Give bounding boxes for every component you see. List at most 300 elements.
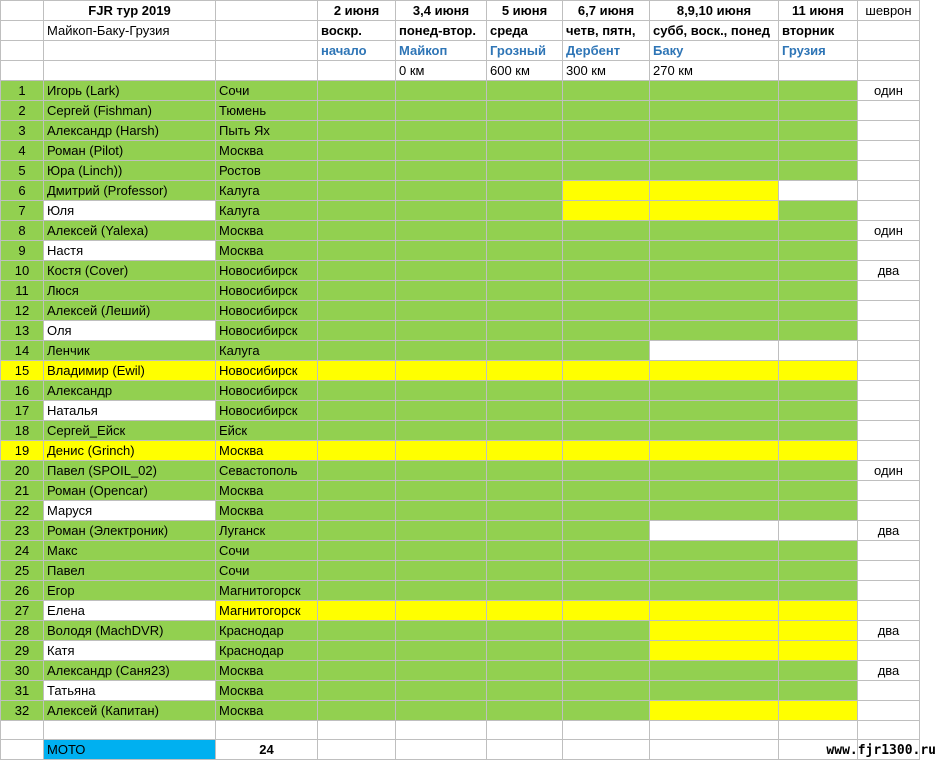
stop-city-cell[interactable]: Грузия (779, 41, 858, 61)
schedule-cell[interactable] (563, 81, 650, 101)
row-number-cell[interactable]: 2 (1, 101, 44, 121)
chevron-cell[interactable] (858, 161, 920, 181)
row-number-cell[interactable]: 9 (1, 241, 44, 261)
schedule-cell[interactable] (396, 541, 487, 561)
schedule-cell[interactable] (563, 261, 650, 281)
schedule-cell[interactable] (779, 641, 858, 661)
schedule-cell[interactable] (318, 501, 396, 521)
schedule-cell[interactable] (779, 341, 858, 361)
participant-city-cell[interactable]: Калуга (216, 341, 318, 361)
schedule-cell[interactable] (396, 301, 487, 321)
schedule-cell[interactable] (779, 221, 858, 241)
participant-name-cell[interactable]: Дмитрий (Professor) (44, 181, 216, 201)
schedule-cell[interactable] (396, 381, 487, 401)
row-number-cell[interactable]: 18 (1, 421, 44, 441)
participant-city-cell[interactable]: Тюмень (216, 101, 318, 121)
schedule-cell[interactable] (318, 461, 396, 481)
chevron-cell[interactable] (858, 601, 920, 621)
row-number-cell[interactable]: 22 (1, 501, 44, 521)
schedule-cell[interactable] (487, 181, 563, 201)
cell[interactable] (779, 721, 858, 740)
row-number-cell[interactable]: 13 (1, 321, 44, 341)
distance-cell[interactable]: 270 км (650, 61, 779, 81)
participant-name-cell[interactable]: Настя (44, 241, 216, 261)
schedule-cell[interactable] (779, 441, 858, 461)
schedule-cell[interactable] (779, 481, 858, 501)
schedule-cell[interactable] (318, 521, 396, 541)
participant-city-cell[interactable]: Луганск (216, 521, 318, 541)
schedule-cell[interactable] (318, 441, 396, 461)
schedule-cell[interactable] (779, 261, 858, 281)
schedule-cell[interactable] (650, 581, 779, 601)
schedule-cell[interactable] (396, 421, 487, 441)
schedule-cell[interactable] (650, 441, 779, 461)
schedule-cell[interactable] (563, 301, 650, 321)
schedule-cell[interactable] (318, 141, 396, 161)
schedule-cell[interactable] (396, 281, 487, 301)
schedule-cell[interactable] (779, 321, 858, 341)
schedule-cell[interactable] (487, 521, 563, 541)
day-cell[interactable]: среда (487, 21, 563, 41)
schedule-cell[interactable] (563, 361, 650, 381)
participant-name-cell[interactable]: Володя (MachDVR) (44, 621, 216, 641)
participant-name-cell[interactable]: Татьяна (44, 681, 216, 701)
participant-name-cell[interactable]: Павел (44, 561, 216, 581)
schedule-cell[interactable] (779, 601, 858, 621)
schedule-cell[interactable] (563, 201, 650, 221)
schedule-cell[interactable] (318, 321, 396, 341)
cell[interactable] (1, 1, 44, 21)
schedule-cell[interactable] (318, 161, 396, 181)
schedule-cell[interactable] (318, 481, 396, 501)
schedule-cell[interactable] (650, 421, 779, 441)
schedule-cell[interactable] (650, 561, 779, 581)
schedule-cell[interactable] (487, 201, 563, 221)
row-number-cell[interactable]: 5 (1, 161, 44, 181)
schedule-cell[interactable] (650, 321, 779, 341)
schedule-cell[interactable] (396, 661, 487, 681)
day-cell[interactable]: четв, пятн, (563, 21, 650, 41)
row-number-cell[interactable]: 25 (1, 561, 44, 581)
row-number-cell[interactable]: 26 (1, 581, 44, 601)
schedule-cell[interactable] (563, 381, 650, 401)
schedule-cell[interactable] (487, 661, 563, 681)
participant-city-cell[interactable]: Ейск (216, 421, 318, 441)
schedule-cell[interactable] (650, 501, 779, 521)
chevron-cell[interactable] (858, 701, 920, 721)
participant-city-cell[interactable]: Сочи (216, 541, 318, 561)
schedule-cell[interactable] (650, 181, 779, 201)
schedule-cell[interactable] (318, 261, 396, 281)
schedule-cell[interactable] (487, 461, 563, 481)
chevron-header[interactable]: шеврон (858, 1, 920, 21)
schedule-cell[interactable] (396, 581, 487, 601)
chevron-cell[interactable] (858, 341, 920, 361)
schedule-cell[interactable] (779, 621, 858, 641)
schedule-cell[interactable] (779, 161, 858, 181)
schedule-cell[interactable] (318, 421, 396, 441)
schedule-cell[interactable] (650, 341, 779, 361)
participant-name-cell[interactable]: Люся (44, 281, 216, 301)
participant-city-cell[interactable]: Сочи (216, 561, 318, 581)
schedule-cell[interactable] (318, 661, 396, 681)
schedule-cell[interactable] (318, 641, 396, 661)
chevron-cell[interactable] (858, 241, 920, 261)
schedule-cell[interactable] (650, 621, 779, 641)
schedule-cell[interactable] (396, 141, 487, 161)
schedule-cell[interactable] (563, 241, 650, 261)
schedule-cell[interactable] (396, 321, 487, 341)
participant-name-cell[interactable]: Алексей (Капитан) (44, 701, 216, 721)
participant-name-cell[interactable]: Егор (44, 581, 216, 601)
participant-city-cell[interactable]: Москва (216, 241, 318, 261)
schedule-cell[interactable] (396, 461, 487, 481)
schedule-cell[interactable] (563, 621, 650, 641)
cell[interactable] (650, 740, 779, 760)
cell[interactable] (216, 21, 318, 41)
schedule-cell[interactable] (650, 101, 779, 121)
row-number-cell[interactable]: 32 (1, 701, 44, 721)
schedule-cell[interactable] (487, 101, 563, 121)
row-number-cell[interactable]: 16 (1, 381, 44, 401)
schedule-cell[interactable] (487, 541, 563, 561)
cell[interactable] (318, 740, 396, 760)
schedule-cell[interactable] (779, 141, 858, 161)
cell[interactable] (1, 61, 44, 81)
schedule-cell[interactable] (318, 561, 396, 581)
schedule-cell[interactable] (563, 641, 650, 661)
participant-city-cell[interactable]: Пыть Ях (216, 121, 318, 141)
moto-label-cell[interactable]: МОТО (44, 740, 216, 760)
schedule-cell[interactable] (396, 681, 487, 701)
participant-city-cell[interactable]: Москва (216, 221, 318, 241)
participant-city-cell[interactable]: Новосибирск (216, 361, 318, 381)
schedule-cell[interactable] (396, 361, 487, 381)
schedule-cell[interactable] (318, 601, 396, 621)
schedule-cell[interactable] (318, 201, 396, 221)
schedule-cell[interactable] (487, 81, 563, 101)
chevron-cell[interactable]: два (858, 661, 920, 681)
participant-name-cell[interactable]: Владимир (Ewil) (44, 361, 216, 381)
schedule-cell[interactable] (396, 181, 487, 201)
schedule-cell[interactable] (318, 221, 396, 241)
schedule-cell[interactable] (487, 581, 563, 601)
schedule-cell[interactable] (487, 681, 563, 701)
schedule-cell[interactable] (563, 121, 650, 141)
schedule-cell[interactable] (563, 321, 650, 341)
day-cell[interactable]: понед-втор. (396, 21, 487, 41)
schedule-cell[interactable] (779, 661, 858, 681)
participant-city-cell[interactable]: Москва (216, 481, 318, 501)
cell[interactable] (563, 721, 650, 740)
schedule-cell[interactable] (396, 401, 487, 421)
chevron-cell[interactable]: два (858, 621, 920, 641)
participant-name-cell[interactable]: Юра (Linch)) (44, 161, 216, 181)
schedule-cell[interactable] (779, 381, 858, 401)
cell[interactable] (216, 61, 318, 81)
schedule-cell[interactable] (563, 501, 650, 521)
participant-city-cell[interactable]: Новосибирск (216, 321, 318, 341)
participant-city-cell[interactable]: Москва (216, 141, 318, 161)
participant-name-cell[interactable]: Оля (44, 321, 216, 341)
schedule-cell[interactable] (779, 541, 858, 561)
schedule-cell[interactable] (487, 621, 563, 641)
schedule-cell[interactable] (396, 241, 487, 261)
schedule-cell[interactable] (563, 181, 650, 201)
cell[interactable] (44, 41, 216, 61)
schedule-cell[interactable] (318, 541, 396, 561)
row-number-cell[interactable]: 8 (1, 221, 44, 241)
stop-city-cell[interactable]: Грозный (487, 41, 563, 61)
schedule-cell[interactable] (779, 701, 858, 721)
row-number-cell[interactable]: 3 (1, 121, 44, 141)
date-cell[interactable]: 11 июня (779, 1, 858, 21)
row-number-cell[interactable]: 24 (1, 541, 44, 561)
schedule-cell[interactable] (487, 501, 563, 521)
moto-count-cell[interactable]: 24 (216, 740, 318, 760)
schedule-cell[interactable] (487, 301, 563, 321)
schedule-cell[interactable] (650, 161, 779, 181)
participant-city-cell[interactable]: Москва (216, 661, 318, 681)
chevron-cell[interactable] (858, 301, 920, 321)
date-cell[interactable]: 2 июня (318, 1, 396, 21)
schedule-cell[interactable] (318, 701, 396, 721)
participant-city-cell[interactable]: Москва (216, 701, 318, 721)
participant-name-cell[interactable]: Елена (44, 601, 216, 621)
row-number-cell[interactable]: 20 (1, 461, 44, 481)
row-number-cell[interactable]: 19 (1, 441, 44, 461)
participant-name-cell[interactable]: Роман (Pilot) (44, 141, 216, 161)
schedule-cell[interactable] (396, 621, 487, 641)
schedule-cell[interactable] (650, 221, 779, 241)
schedule-cell[interactable] (318, 681, 396, 701)
row-number-cell[interactable]: 4 (1, 141, 44, 161)
schedule-cell[interactable] (650, 81, 779, 101)
schedule-cell[interactable] (779, 681, 858, 701)
schedule-cell[interactable] (779, 401, 858, 421)
schedule-cell[interactable] (487, 361, 563, 381)
schedule-cell[interactable] (487, 121, 563, 141)
schedule-cell[interactable] (779, 581, 858, 601)
schedule-cell[interactable] (487, 281, 563, 301)
participant-name-cell[interactable]: Александр (44, 381, 216, 401)
cell[interactable] (216, 41, 318, 61)
participant-city-cell[interactable]: Новосибирск (216, 281, 318, 301)
participant-city-cell[interactable]: Москва (216, 441, 318, 461)
schedule-cell[interactable] (396, 261, 487, 281)
schedule-cell[interactable] (318, 241, 396, 261)
schedule-cell[interactable] (396, 441, 487, 461)
participant-name-cell[interactable]: Алексей (Леший) (44, 301, 216, 321)
schedule-cell[interactable] (563, 581, 650, 601)
schedule-cell[interactable] (396, 481, 487, 501)
schedule-cell[interactable] (487, 481, 563, 501)
schedule-cell[interactable] (487, 161, 563, 181)
participant-name-cell[interactable]: Макс (44, 541, 216, 561)
schedule-cell[interactable] (396, 201, 487, 221)
participant-city-cell[interactable]: Новосибирск (216, 261, 318, 281)
participant-name-cell[interactable]: Роман (Opencar) (44, 481, 216, 501)
schedule-cell[interactable] (318, 361, 396, 381)
chevron-cell[interactable] (858, 381, 920, 401)
schedule-cell[interactable] (779, 81, 858, 101)
stop-city-cell[interactable]: Майкоп (396, 41, 487, 61)
participant-city-cell[interactable]: Калуга (216, 201, 318, 221)
distance-cell[interactable]: 300 км (563, 61, 650, 81)
schedule-cell[interactable] (563, 401, 650, 421)
stop-city-cell[interactable]: Дербент (563, 41, 650, 61)
participant-name-cell[interactable]: Роман (Электроник) (44, 521, 216, 541)
cell[interactable] (396, 740, 487, 760)
chevron-cell[interactable]: один (858, 221, 920, 241)
row-number-cell[interactable]: 23 (1, 521, 44, 541)
date-cell[interactable]: 6,7 июня (563, 1, 650, 21)
cell[interactable] (858, 21, 920, 41)
schedule-cell[interactable] (563, 521, 650, 541)
schedule-cell[interactable] (487, 641, 563, 661)
schedule-cell[interactable] (650, 541, 779, 561)
schedule-cell[interactable] (318, 301, 396, 321)
participant-name-cell[interactable]: Александр (Саня23) (44, 661, 216, 681)
route-cell[interactable]: Майкоп-Баку-Грузия (44, 21, 216, 41)
schedule-cell[interactable] (396, 221, 487, 241)
schedule-cell[interactable] (563, 681, 650, 701)
schedule-cell[interactable] (779, 521, 858, 541)
participant-city-cell[interactable]: Магнитогорск (216, 601, 318, 621)
day-cell[interactable]: субб, воск., понед (650, 21, 779, 41)
schedule-cell[interactable] (563, 281, 650, 301)
participant-name-cell[interactable]: Сергей (Fishman) (44, 101, 216, 121)
participant-name-cell[interactable]: Юля (44, 201, 216, 221)
schedule-cell[interactable] (779, 361, 858, 381)
row-number-cell[interactable]: 12 (1, 301, 44, 321)
schedule-cell[interactable] (563, 541, 650, 561)
schedule-cell[interactable] (396, 701, 487, 721)
participant-city-cell[interactable]: Краснодар (216, 621, 318, 641)
schedule-cell[interactable] (650, 121, 779, 141)
cell[interactable] (563, 740, 650, 760)
schedule-cell[interactable] (487, 601, 563, 621)
schedule-cell[interactable] (650, 641, 779, 661)
schedule-cell[interactable] (779, 181, 858, 201)
participant-city-cell[interactable]: Севастополь (216, 461, 318, 481)
schedule-cell[interactable] (650, 601, 779, 621)
schedule-cell[interactable] (487, 141, 563, 161)
participant-city-cell[interactable]: Новосибирск (216, 381, 318, 401)
cell[interactable] (858, 41, 920, 61)
cell[interactable] (1, 21, 44, 41)
row-number-cell[interactable]: 21 (1, 481, 44, 501)
participant-city-cell[interactable]: Краснодар (216, 641, 318, 661)
schedule-cell[interactable] (563, 661, 650, 681)
schedule-cell[interactable] (318, 341, 396, 361)
row-number-cell[interactable]: 30 (1, 661, 44, 681)
row-number-cell[interactable]: 28 (1, 621, 44, 641)
day-cell[interactable]: вторник (779, 21, 858, 41)
chevron-cell[interactable]: два (858, 261, 920, 281)
schedule-cell[interactable] (779, 501, 858, 521)
schedule-cell[interactable] (650, 461, 779, 481)
schedule-cell[interactable] (487, 221, 563, 241)
schedule-cell[interactable] (487, 341, 563, 361)
cell[interactable] (1, 41, 44, 61)
chevron-cell[interactable] (858, 201, 920, 221)
schedule-cell[interactable] (396, 121, 487, 141)
schedule-cell[interactable] (563, 441, 650, 461)
row-number-cell[interactable]: 6 (1, 181, 44, 201)
chevron-cell[interactable] (858, 281, 920, 301)
chevron-cell[interactable] (858, 401, 920, 421)
chevron-cell[interactable] (858, 181, 920, 201)
participant-city-cell[interactable]: Новосибирск (216, 301, 318, 321)
date-cell[interactable]: 5 июня (487, 1, 563, 21)
cell[interactable] (1, 721, 44, 740)
schedule-cell[interactable] (779, 101, 858, 121)
schedule-cell[interactable] (396, 81, 487, 101)
cell[interactable] (318, 721, 396, 740)
chevron-cell[interactable]: один (858, 461, 920, 481)
schedule-cell[interactable] (396, 521, 487, 541)
participant-name-cell[interactable]: Наталья (44, 401, 216, 421)
row-number-cell[interactable]: 27 (1, 601, 44, 621)
cell[interactable] (396, 721, 487, 740)
schedule-cell[interactable] (650, 241, 779, 261)
row-number-cell[interactable]: 31 (1, 681, 44, 701)
schedule-cell[interactable] (396, 101, 487, 121)
participant-city-cell[interactable]: Калуга (216, 181, 318, 201)
chevron-cell[interactable] (858, 321, 920, 341)
schedule-cell[interactable] (650, 701, 779, 721)
participant-city-cell[interactable]: Москва (216, 501, 318, 521)
date-cell[interactable]: 8,9,10 июня (650, 1, 779, 21)
schedule-cell[interactable] (563, 481, 650, 501)
cell[interactable] (44, 61, 216, 81)
stop-city-cell[interactable]: начало (318, 41, 396, 61)
schedule-cell[interactable] (779, 121, 858, 141)
cell[interactable] (216, 1, 318, 21)
schedule-cell[interactable] (318, 381, 396, 401)
schedule-cell[interactable] (396, 601, 487, 621)
schedule-cell[interactable] (650, 301, 779, 321)
schedule-cell[interactable] (487, 561, 563, 581)
chevron-cell[interactable] (858, 541, 920, 561)
chevron-cell[interactable] (858, 501, 920, 521)
participant-city-cell[interactable]: Сочи (216, 81, 318, 101)
schedule-cell[interactable] (650, 481, 779, 501)
cell[interactable] (44, 721, 216, 740)
participant-city-cell[interactable]: Магнитогорск (216, 581, 318, 601)
schedule-cell[interactable] (779, 241, 858, 261)
participant-name-cell[interactable]: Маруся (44, 501, 216, 521)
row-number-cell[interactable]: 11 (1, 281, 44, 301)
schedule-cell[interactable] (650, 361, 779, 381)
chevron-cell[interactable] (858, 641, 920, 661)
schedule-cell[interactable] (318, 121, 396, 141)
schedule-cell[interactable] (487, 241, 563, 261)
schedule-cell[interactable] (318, 81, 396, 101)
schedule-cell[interactable] (650, 401, 779, 421)
schedule-cell[interactable] (650, 261, 779, 281)
cell[interactable] (487, 721, 563, 740)
schedule-cell[interactable] (779, 201, 858, 221)
row-number-cell[interactable]: 29 (1, 641, 44, 661)
schedule-cell[interactable] (779, 281, 858, 301)
participant-name-cell[interactable]: Катя (44, 641, 216, 661)
participant-city-cell[interactable]: Ростов (216, 161, 318, 181)
chevron-cell[interactable]: два (858, 521, 920, 541)
chevron-cell[interactable] (858, 421, 920, 441)
chevron-cell[interactable] (858, 121, 920, 141)
